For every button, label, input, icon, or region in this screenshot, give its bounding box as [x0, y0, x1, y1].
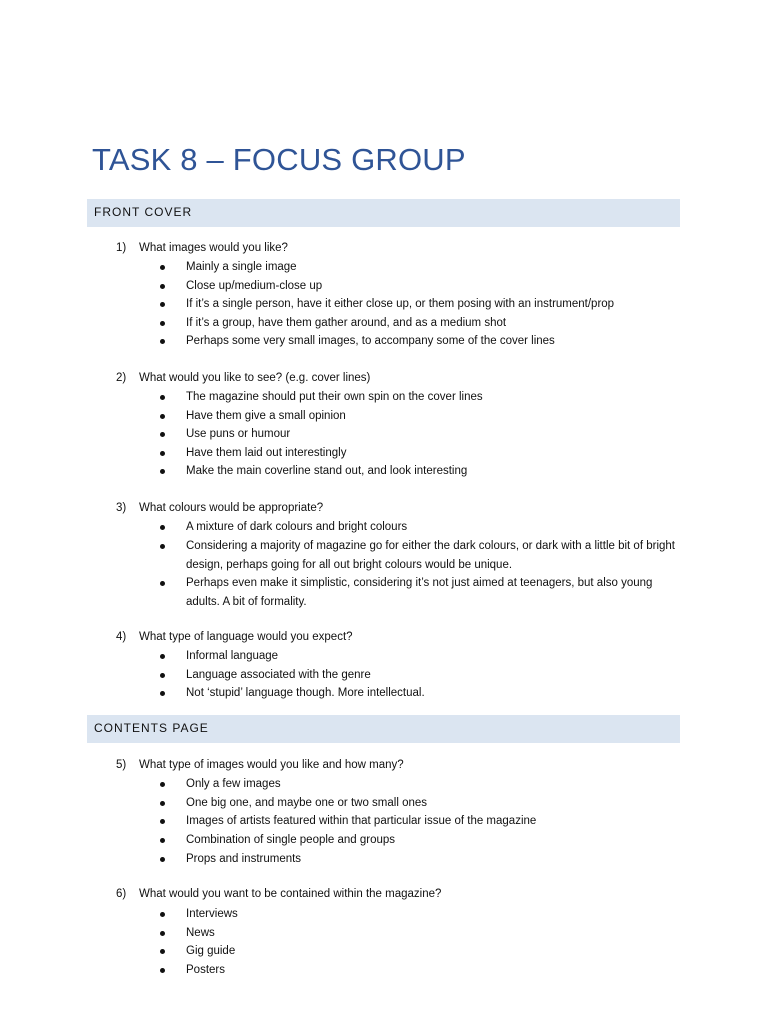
bullet-text: Gig guide: [186, 945, 236, 957]
bullet-text: Interviews: [186, 908, 238, 920]
question-item: [116, 500, 323, 516]
question-text: What images would you like?: [139, 242, 288, 254]
bullet-icon: [160, 838, 165, 843]
bullet-text: Have them laid out interestingly: [186, 447, 347, 459]
bullet-icon: [160, 265, 165, 270]
bullet-icon: [160, 857, 165, 862]
question-text: What would you want to be contained within the magazine?: [139, 888, 442, 900]
bullet-icon: [160, 673, 165, 678]
bullet-text: If it’s a single person, have it either close up, or them posing with an instrument/prop: [186, 298, 615, 310]
bullet-text: News: [186, 927, 215, 939]
question-text: What type of images would you like and how many?: [139, 759, 404, 771]
bullet-text: Considering a majority of magazine go for either the dark colours, or dark with a little bit of bright design, perhaps going for all out bright colours would be unique.: [186, 540, 675, 571]
bullet-text: Perhaps even make it simplistic, considering it’s not just aimed at teenagers, but also young adults. A bit of formality.: [186, 577, 653, 608]
question-number: 3): [116, 502, 127, 514]
bullet-icon: [160, 931, 165, 936]
bullet-icon: [160, 819, 165, 824]
question-number: 6): [116, 888, 127, 900]
bullet-text: Mainly a single image: [186, 261, 297, 273]
bullet-icon: [160, 691, 165, 696]
bullet-icon: [160, 912, 165, 917]
bullet-text: Close up/medium-close up: [186, 280, 323, 292]
question-number: 2): [116, 372, 127, 384]
question-item: [116, 240, 288, 256]
bullet-icon: [160, 525, 165, 530]
question-item: [116, 757, 404, 773]
bullet-text: A mixture of dark colours and bright colours: [186, 521, 408, 533]
question-item: [116, 629, 353, 645]
bullet-icon: [160, 782, 165, 787]
bullet-text: Use puns or humour: [186, 428, 291, 440]
bullet-icon: [160, 544, 165, 549]
question-text: What colours would be appropriate?: [139, 502, 324, 514]
section-heading-contents-page: [87, 715, 680, 743]
bullet-text: Language associated with the genre: [186, 669, 371, 681]
bullet-icon: [160, 451, 165, 456]
page-title: TASK 8 – FOCUS GROUP: [92, 142, 466, 177]
question-number: 5): [116, 759, 127, 771]
bullet-text: Have them give a small opinion: [186, 410, 346, 422]
bullet-text: Perhaps some very small images, to accompany some of the cover lines: [186, 335, 555, 347]
section-heading-label: FRONT COVER: [94, 205, 193, 219]
question-number: 4): [116, 631, 127, 643]
bullet-icon: [160, 801, 165, 806]
bullet-text: Props and instruments: [186, 853, 302, 865]
bullet-icon: [160, 414, 165, 419]
question-item: [116, 886, 441, 902]
bullet-icon: [160, 321, 165, 326]
bullet-icon: [160, 968, 165, 973]
bullet-icon: [160, 654, 165, 659]
bullet-icon: [160, 432, 165, 437]
bullet-text: Only a few images: [186, 778, 281, 790]
bullet-icon: [160, 581, 165, 586]
question-number: 1): [116, 242, 127, 254]
bullet-text: The magazine should put their own spin on the cover lines: [186, 391, 483, 403]
section-heading-front-cover: [87, 199, 680, 227]
bullet-icon: [160, 949, 165, 954]
bullet-text: Combination of single people and groups: [186, 834, 396, 846]
section-heading-label: CONTENTS PAGE: [94, 721, 209, 735]
bullet-text: Not ‘stupid’ language though. More intellectual.: [186, 687, 425, 699]
question-item: [116, 370, 370, 386]
bullet-icon: [160, 284, 165, 289]
bullet-icon: [160, 469, 165, 474]
bullet-text: Informal language: [186, 650, 279, 662]
bullet-icon: [160, 395, 165, 400]
question-text: What would you like to see? (e.g. cover lines): [139, 372, 371, 384]
bullet-text: Images of artists featured within that particular issue of the magazine: [186, 815, 537, 827]
bullet-text: If it’s a group, have them gather around, and as a medium shot: [186, 317, 507, 329]
question-text: What type of language would you expect?: [139, 631, 353, 643]
bullet-text: Make the main coverline stand out, and look interesting: [186, 465, 468, 477]
bullet-icon: [160, 302, 165, 307]
bullet-icon: [160, 339, 165, 344]
bullet-text: One big one, and maybe one or two small ones: [186, 797, 428, 809]
bullet-text: Posters: [186, 964, 225, 976]
